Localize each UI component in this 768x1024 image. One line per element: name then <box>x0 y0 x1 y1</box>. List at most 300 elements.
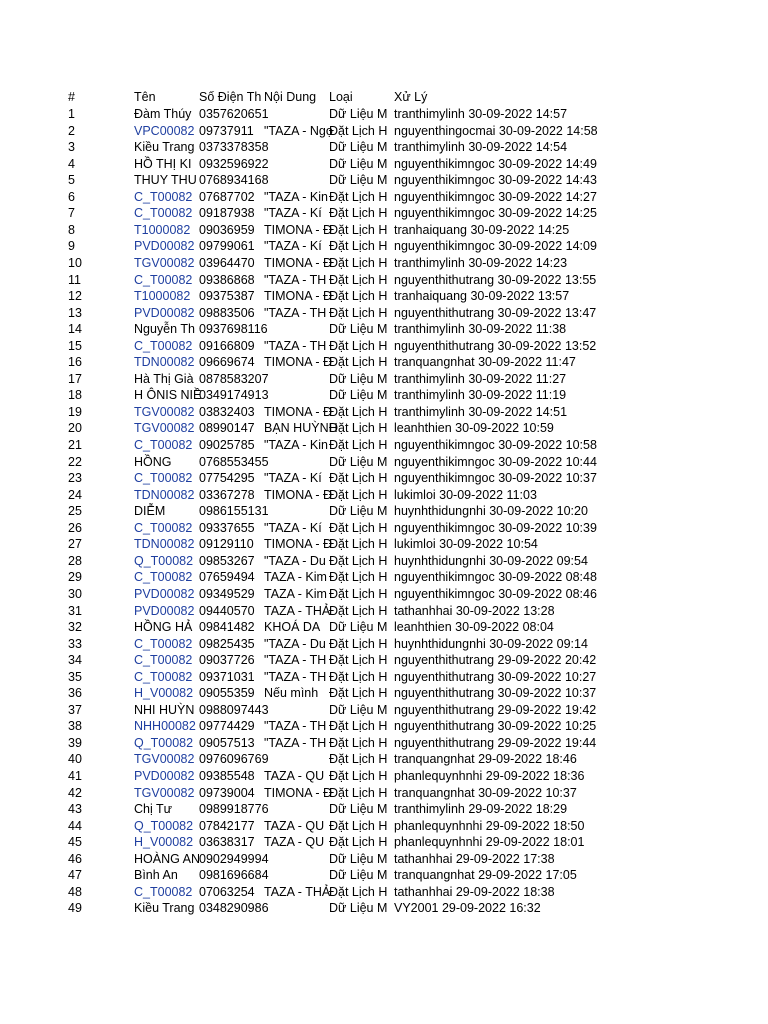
phone-cell: 0937698116 <box>199 322 268 337</box>
table-row <box>0 123 768 140</box>
content-cell: KHOÁ DA <box>264 620 321 635</box>
content-cell <box>264 454 328 471</box>
phone-cell: 0349174913 <box>199 388 269 403</box>
phone-cell: 0976096769 <box>199 752 269 767</box>
handling-cell: nguyenthikimngoc 30-09-2022 10:37 <box>394 471 597 486</box>
table-row <box>0 652 768 669</box>
phone-cell: 09774429 <box>199 719 255 734</box>
phone-cell: 03638317 <box>199 835 255 850</box>
table-row <box>0 735 768 752</box>
name-cell: HỒ THỊ KI <box>134 156 192 171</box>
handling-cell: tranthimylinh 30-09-2022 11:19 <box>394 388 567 403</box>
row-number: 10 <box>68 255 82 270</box>
table-row <box>0 851 768 868</box>
type-cell: Dữ Liệu M <box>329 140 388 155</box>
content-cell: Nếu mình <box>264 686 319 701</box>
type-cell: Đặt Lịch H <box>329 603 388 618</box>
content-cell: TIMONA - Đ <box>264 537 333 552</box>
handling-cell: tranthimylinh 30-09-2022 14:54 <box>394 140 568 155</box>
content-cell: TIMONA - Đ <box>264 222 333 237</box>
name-cell[interactable]: C_T00082 <box>134 669 193 684</box>
type-cell: Đặt Lịch H <box>329 653 388 668</box>
content-cell: "TAZA - Du <box>264 636 326 651</box>
row-number: 36 <box>68 686 82 701</box>
table-row <box>0 702 768 719</box>
phone-cell: 09386868 <box>199 272 255 287</box>
row-number: 30 <box>68 586 82 601</box>
handling-cell: tranquangnhat 29-09-2022 18:46 <box>394 752 577 767</box>
phone-cell: 09187938 <box>199 206 255 221</box>
name-cell: Nguyễn Th <box>134 322 195 337</box>
handling-cell: nguyenthithutrang 30-09-2022 13:47 <box>394 305 597 320</box>
type-cell: Đặt Lịch H <box>329 404 388 419</box>
content-cell: TAZA - Kim <box>264 586 327 601</box>
content-cell: "TAZA - TH <box>264 735 327 750</box>
table-row <box>0 603 768 620</box>
content-cell: "TAZA - Du <box>264 553 326 568</box>
handling-cell: nguyenthikimngoc 30-09-2022 10:58 <box>394 438 597 452</box>
content-cell: "TAZA - Kin <box>264 438 328 452</box>
phone-cell: 08990147 <box>199 421 255 436</box>
row-number: 8 <box>68 222 75 237</box>
type-cell: Dữ Liệu M <box>329 620 388 635</box>
type-cell: Dữ Liệu M <box>329 454 388 469</box>
phone-cell: 09883506 <box>199 305 255 320</box>
table-row <box>0 255 768 272</box>
phone-cell: 09739004 <box>199 785 255 800</box>
content-cell: TAZA - QU <box>264 835 325 850</box>
type-cell: Đặt Lịch H <box>329 239 388 254</box>
row-number: 22 <box>68 454 82 469</box>
name-cell[interactable]: PVD00082 <box>134 305 195 320</box>
name-cell[interactable]: TGV00082 <box>134 404 195 419</box>
name-cell[interactable]: TGV00082 <box>134 421 195 436</box>
type-cell: Đặt Lịch H <box>329 669 388 684</box>
table-row <box>0 387 768 404</box>
type-cell: Đặt Lịch H <box>329 553 388 568</box>
type-cell: Đặt Lịch H <box>329 305 388 320</box>
name-cell[interactable]: TDN00082 <box>134 537 195 552</box>
phone-cell: 09799061 <box>199 239 255 254</box>
name-cell[interactable]: H_V00082 <box>134 835 194 850</box>
row-number: 33 <box>68 636 82 651</box>
content-cell: "TAZA - TH <box>264 305 327 320</box>
content-cell: "TAZA - Ngọ <box>264 123 333 138</box>
type-cell: Dữ Liệu M <box>329 802 388 817</box>
name-cell[interactable]: Q_T00082 <box>134 735 194 750</box>
row-number: 42 <box>68 785 82 800</box>
name-cell: HỒNG HẢ <box>134 620 193 635</box>
header-name: Tên <box>134 90 156 104</box>
header-phone: Số Điện Th <box>199 90 262 104</box>
phone-cell: 0348290986 <box>199 901 269 916</box>
type-cell: Đặt Lịch H <box>329 355 388 370</box>
row-number: 11 <box>68 272 81 287</box>
phone-cell: 07659494 <box>199 570 255 585</box>
handling-cell: nguyenthikimngoc 30-09-2022 10:44 <box>394 454 597 469</box>
content-cell: "TAZA - Kí <box>264 471 322 486</box>
table-row <box>0 818 768 835</box>
table-row <box>0 536 768 553</box>
name-cell[interactable]: T1000082 <box>134 222 191 237</box>
type-cell: Dữ Liệu M <box>329 107 388 121</box>
type-cell: Đặt Lịch H <box>329 686 388 701</box>
row-number: 5 <box>68 173 75 188</box>
handling-cell: nguyenthikimngoc 30-09-2022 14:25 <box>394 206 597 221</box>
content-cell <box>264 387 328 404</box>
row-number: 38 <box>68 719 82 734</box>
type-cell: Dữ Liệu M <box>329 371 388 386</box>
content-cell <box>264 751 328 768</box>
content-cell: "TAZA - Kí <box>264 206 322 221</box>
name-cell[interactable]: T1000082 <box>134 289 191 304</box>
table-row <box>0 569 768 586</box>
handling-cell: tranquangnhat 30-09-2022 11:47 <box>394 355 576 370</box>
content-cell <box>264 503 328 520</box>
phone-cell: 0768934168 <box>199 173 269 188</box>
table-row <box>0 718 768 735</box>
content-cell: TIMONA - Đ <box>264 255 333 270</box>
handling-cell: leanhthien 30-09-2022 10:59 <box>394 421 554 436</box>
name-cell[interactable]: Q_T00082 <box>134 818 194 833</box>
type-cell: Đặt Lịch H <box>329 189 388 204</box>
handling-cell: tranhaiquang 30-09-2022 14:25 <box>394 222 570 237</box>
table-row <box>0 636 768 653</box>
name-cell: Kiều Trang <box>134 140 195 155</box>
name-cell[interactable]: C_T00082 <box>134 653 193 668</box>
row-number: 2 <box>68 123 75 138</box>
content-cell: TIMONA - Đ <box>264 289 333 304</box>
handling-cell: nguyenthithutrang 29-09-2022 19:42 <box>394 702 597 717</box>
table-row <box>0 305 768 322</box>
phone-cell: 09166809 <box>199 338 255 353</box>
row-number: 17 <box>68 371 82 386</box>
content-cell: "TAZA - TH <box>264 272 327 287</box>
table-row <box>0 272 768 289</box>
handling-cell: huynhthidungnhi 30-09-2022 10:20 <box>394 504 588 519</box>
handling-cell: tranquangnhat 30-09-2022 10:37 <box>394 785 577 800</box>
row-number: 49 <box>68 901 82 916</box>
handling-cell: leanhthien 30-09-2022 08:04 <box>394 620 554 635</box>
table-row <box>0 354 768 371</box>
type-cell: Đặt Lịch H <box>329 255 388 270</box>
phone-cell: 0981696684 <box>199 868 269 883</box>
handling-cell: huynhthidungnhi 30-09-2022 09:54 <box>394 553 588 568</box>
content-cell: "TAZA - TH <box>264 653 327 668</box>
table-row <box>0 503 768 520</box>
handling-cell: tathanhhai 29-09-2022 17:38 <box>394 851 555 866</box>
table-row <box>0 801 768 818</box>
handling-cell: nguyenthikimngoc 30-09-2022 14:09 <box>394 239 597 254</box>
type-cell: Đặt Lịch H <box>329 222 388 237</box>
table-row <box>0 222 768 239</box>
row-number: 16 <box>68 355 82 370</box>
type-cell: Đặt Lịch H <box>329 421 388 436</box>
name-cell[interactable]: TGV00082 <box>134 752 195 767</box>
phone-cell: 09349529 <box>199 586 255 601</box>
content-cell: TIMONA - Đ <box>264 355 333 370</box>
content-cell: "TAZA - Kí <box>264 239 322 254</box>
row-number: 12 <box>68 289 82 304</box>
type-cell: Đặt Lịch H <box>329 123 388 138</box>
table-row <box>0 189 768 206</box>
handling-cell: tranthimylinh 30-09-2022 14:23 <box>394 255 568 270</box>
handling-cell: nguyenthingocmai 30-09-2022 14:58 <box>394 123 598 138</box>
name-cell[interactable]: C_T00082 <box>134 438 193 452</box>
table-row <box>0 321 768 338</box>
content-cell <box>264 900 328 917</box>
name-cell[interactable]: C_T00082 <box>134 206 193 221</box>
phone-cell: 0989918776 <box>199 802 269 817</box>
name-cell[interactable]: H_V00082 <box>134 686 194 701</box>
row-number: 34 <box>68 653 82 668</box>
name-cell[interactable]: TDN00082 <box>134 487 195 502</box>
handling-cell: nguyenthikimngoc 30-09-2022 08:46 <box>394 586 597 601</box>
name-cell: Bình An <box>134 868 178 883</box>
table-row <box>0 586 768 603</box>
name-cell: NHI HUỲN <box>134 702 195 717</box>
row-number: 14 <box>68 322 82 337</box>
row-number: 47 <box>68 868 82 883</box>
handling-cell: nguyenthithutrang 30-09-2022 10:25 <box>394 719 597 734</box>
content-cell: "TAZA - TH <box>264 669 327 684</box>
type-cell: Dữ Liệu M <box>329 504 388 519</box>
name-cell[interactable]: C_T00082 <box>134 272 193 287</box>
phone-cell: 0988097443 <box>199 702 269 717</box>
header-number: # <box>68 90 75 104</box>
name-cell: Chị Tư <box>134 802 173 817</box>
type-cell: Dữ Liệu M <box>329 702 388 717</box>
table-row <box>0 371 768 388</box>
handling-cell: tathanhhai 30-09-2022 13:28 <box>394 603 555 618</box>
row-number: 3 <box>68 140 75 155</box>
name-cell[interactable]: Q_T00082 <box>134 553 194 568</box>
type-cell: Đặt Lịch H <box>329 272 388 287</box>
phone-cell: 09129110 <box>199 537 254 552</box>
handling-cell: nguyenthithutrang 29-09-2022 20:42 <box>394 653 597 668</box>
table-row <box>0 404 768 421</box>
name-cell[interactable]: C_T00082 <box>134 636 193 651</box>
content-cell: TAZA - QU <box>264 818 325 833</box>
handling-cell: tathanhhai 29-09-2022 18:38 <box>394 884 555 899</box>
content-cell: TIMONA - Đ <box>264 785 333 800</box>
type-cell: Đặt Lịch H <box>329 338 388 353</box>
name-cell[interactable]: TGV00082 <box>134 255 195 270</box>
table-row <box>0 156 768 173</box>
name-cell[interactable]: C_T00082 <box>134 471 193 486</box>
phone-cell: 09385548 <box>199 769 255 783</box>
phone-cell: 07063254 <box>199 884 255 899</box>
name-cell: DIỄM <box>134 504 166 519</box>
handling-cell: tranhaiquang 30-09-2022 13:57 <box>394 289 570 304</box>
name-cell[interactable]: NHH00082 <box>134 719 196 734</box>
table-row <box>0 420 768 437</box>
phone-cell: 09036959 <box>199 222 255 237</box>
content-cell: TAZA - THẢ <box>264 884 331 899</box>
phone-cell: 0357620651 <box>199 107 269 121</box>
handling-cell: nguyenthikimngoc 30-09-2022 14:49 <box>394 156 597 171</box>
type-cell: Đặt Lịch H <box>329 586 388 601</box>
name-cell: THUY THU <box>134 173 197 188</box>
row-number: 32 <box>68 620 82 635</box>
row-number: 46 <box>68 851 82 866</box>
phone-cell: 03367278 <box>199 487 255 502</box>
name-cell[interactable]: C_T00082 <box>134 570 193 585</box>
phone-cell: 0986155131 <box>199 504 269 519</box>
header-type: Loại <box>329 90 353 104</box>
name-cell[interactable]: PVD00082 <box>134 586 195 601</box>
handling-cell: nguyenthithutrang 29-09-2022 19:44 <box>394 735 597 750</box>
row-number: 44 <box>68 818 82 833</box>
row-number: 43 <box>68 802 82 817</box>
row-number: 37 <box>68 702 82 717</box>
row-number: 19 <box>68 404 82 419</box>
handling-cell: VY2001 29-09-2022 16:32 <box>394 901 541 916</box>
row-number: 15 <box>68 338 82 353</box>
row-number: 1 <box>68 107 75 121</box>
type-cell: Đặt Lịch H <box>329 719 388 734</box>
row-number: 48 <box>68 884 82 899</box>
handling-cell: tranquangnhat 29-09-2022 17:05 <box>394 868 577 883</box>
table-row <box>0 751 768 768</box>
type-cell: Đặt Lịch H <box>329 769 388 783</box>
type-cell: Đặt Lịch H <box>329 570 388 585</box>
row-number: 45 <box>68 835 82 850</box>
handling-cell: tranthimylinh 30-09-2022 11:27 <box>394 371 567 386</box>
type-cell: Dữ Liệu M <box>329 901 388 916</box>
phone-cell: 07842177 <box>199 818 255 833</box>
content-cell <box>264 172 328 189</box>
content-cell: "TAZA - TH <box>264 719 327 734</box>
header-handling: Xử Lý <box>394 90 428 104</box>
name-cell[interactable]: PVD00082 <box>134 769 195 783</box>
name-cell: Kiều Trang <box>134 901 195 916</box>
type-cell: Đặt Lịch H <box>329 884 388 899</box>
type-cell: Dữ Liệu M <box>329 322 388 337</box>
handling-cell: nguyenthikimngoc 30-09-2022 14:43 <box>394 173 597 188</box>
name-cell: Đàm Thúy <box>134 107 192 121</box>
name-cell[interactable]: VPC00082 <box>134 123 195 138</box>
type-cell: Dữ Liệu M <box>329 388 388 403</box>
content-cell <box>264 371 328 388</box>
table-row <box>0 288 768 305</box>
name-cell[interactable]: C_T00082 <box>134 520 193 535</box>
table-row <box>0 106 768 123</box>
type-cell: Đặt Lịch H <box>329 438 388 452</box>
handling-cell: lukimloi 30-09-2022 10:54 <box>394 537 538 552</box>
handling-cell: nguyenthikimngoc 30-09-2022 10:39 <box>394 520 597 535</box>
content-cell <box>264 702 328 719</box>
phone-cell: 09055359 <box>199 686 255 701</box>
name-cell[interactable]: C_T00082 <box>134 189 193 204</box>
table-row <box>0 669 768 686</box>
name-cell: Hà Thị Già <box>134 371 194 386</box>
handling-cell: nguyenthithutrang 30-09-2022 10:27 <box>394 669 597 684</box>
type-cell: Đặt Lịch H <box>329 206 388 221</box>
table-row <box>0 785 768 802</box>
table-row <box>0 900 768 917</box>
content-cell <box>264 867 328 884</box>
handling-cell: tranthimylinh 29-09-2022 18:29 <box>394 802 568 817</box>
phone-cell: 09375387 <box>199 289 255 304</box>
content-cell <box>264 801 328 818</box>
table-row <box>0 470 768 487</box>
content-cell <box>264 106 328 123</box>
table-row <box>0 172 768 189</box>
table-row <box>0 454 768 471</box>
handling-cell: tranthimylinh 30-09-2022 14:51 <box>394 404 568 419</box>
row-number: 40 <box>68 752 82 767</box>
row-number: 27 <box>68 537 82 552</box>
phone-cell: 07754295 <box>199 471 255 486</box>
handling-cell: nguyenthithutrang 30-09-2022 13:52 <box>394 338 597 353</box>
content-cell: BẠN HUỲNH <box>264 421 338 436</box>
handling-cell: nguyenthithutrang 30-09-2022 13:55 <box>394 272 597 287</box>
row-number: 31 <box>68 603 82 618</box>
row-number: 20 <box>68 421 82 436</box>
phone-cell: 09025785 <box>199 438 255 452</box>
row-number: 39 <box>68 735 82 750</box>
table-row <box>0 205 768 222</box>
row-number: 29 <box>68 570 82 585</box>
type-cell: Đặt Lịch H <box>329 471 388 486</box>
phone-cell: 09841482 <box>199 620 255 635</box>
phone-cell: 03832403 <box>199 404 255 419</box>
name-cell[interactable]: TGV00082 <box>134 785 195 800</box>
table-row <box>0 487 768 504</box>
name-cell[interactable]: PVD00082 <box>134 603 195 618</box>
content-cell: TAZA - Kim <box>264 570 327 585</box>
type-cell: Đặt Lịch H <box>329 752 388 767</box>
name-cell[interactable]: PVD00082 <box>134 239 195 254</box>
content-cell: TAZA - THẢ <box>264 603 331 618</box>
phone-cell: 09371031 <box>199 669 255 684</box>
phone-cell: 09440570 <box>199 603 255 618</box>
table-row <box>0 834 768 851</box>
type-cell: Dữ Liệu M <box>329 868 388 883</box>
content-cell <box>264 851 328 868</box>
row-number: 6 <box>68 189 75 204</box>
header-content: Nội Dung <box>264 90 317 104</box>
row-number: 26 <box>68 520 82 535</box>
header-row <box>0 89 768 106</box>
phone-cell: 09737911 <box>199 123 254 138</box>
handling-cell: nguyenthikimngoc 30-09-2022 08:48 <box>394 570 597 585</box>
table-row <box>0 553 768 570</box>
name-cell[interactable]: C_T00082 <box>134 884 193 899</box>
handling-cell: nguyenthithutrang 30-09-2022 10:37 <box>394 686 597 701</box>
type-cell: Đặt Lịch H <box>329 636 388 651</box>
table-row <box>0 139 768 156</box>
name-cell: HỒNG <box>134 454 172 469</box>
name-cell[interactable]: TDN00082 <box>134 355 195 370</box>
phone-cell: 09057513 <box>199 735 255 750</box>
name-cell[interactable]: C_T00082 <box>134 338 193 353</box>
name-cell: H ÔNIS NIỀ <box>134 388 202 403</box>
phone-cell: 0878583207 <box>199 371 269 386</box>
row-number: 13 <box>68 305 82 320</box>
content-cell <box>264 156 328 173</box>
content-cell: "TAZA - Kí <box>264 520 322 535</box>
type-cell: Dữ Liệu M <box>329 173 388 188</box>
row-number: 23 <box>68 471 82 486</box>
handling-cell: nguyenthikimngoc 30-09-2022 14:27 <box>394 189 597 204</box>
content-cell: TIMONA - Đ <box>264 404 333 419</box>
name-cell: HOÀNG AN <box>134 851 200 866</box>
phone-cell: 0902949994 <box>199 851 269 866</box>
row-number: 35 <box>68 669 82 684</box>
phone-cell: 09825435 <box>199 636 255 651</box>
